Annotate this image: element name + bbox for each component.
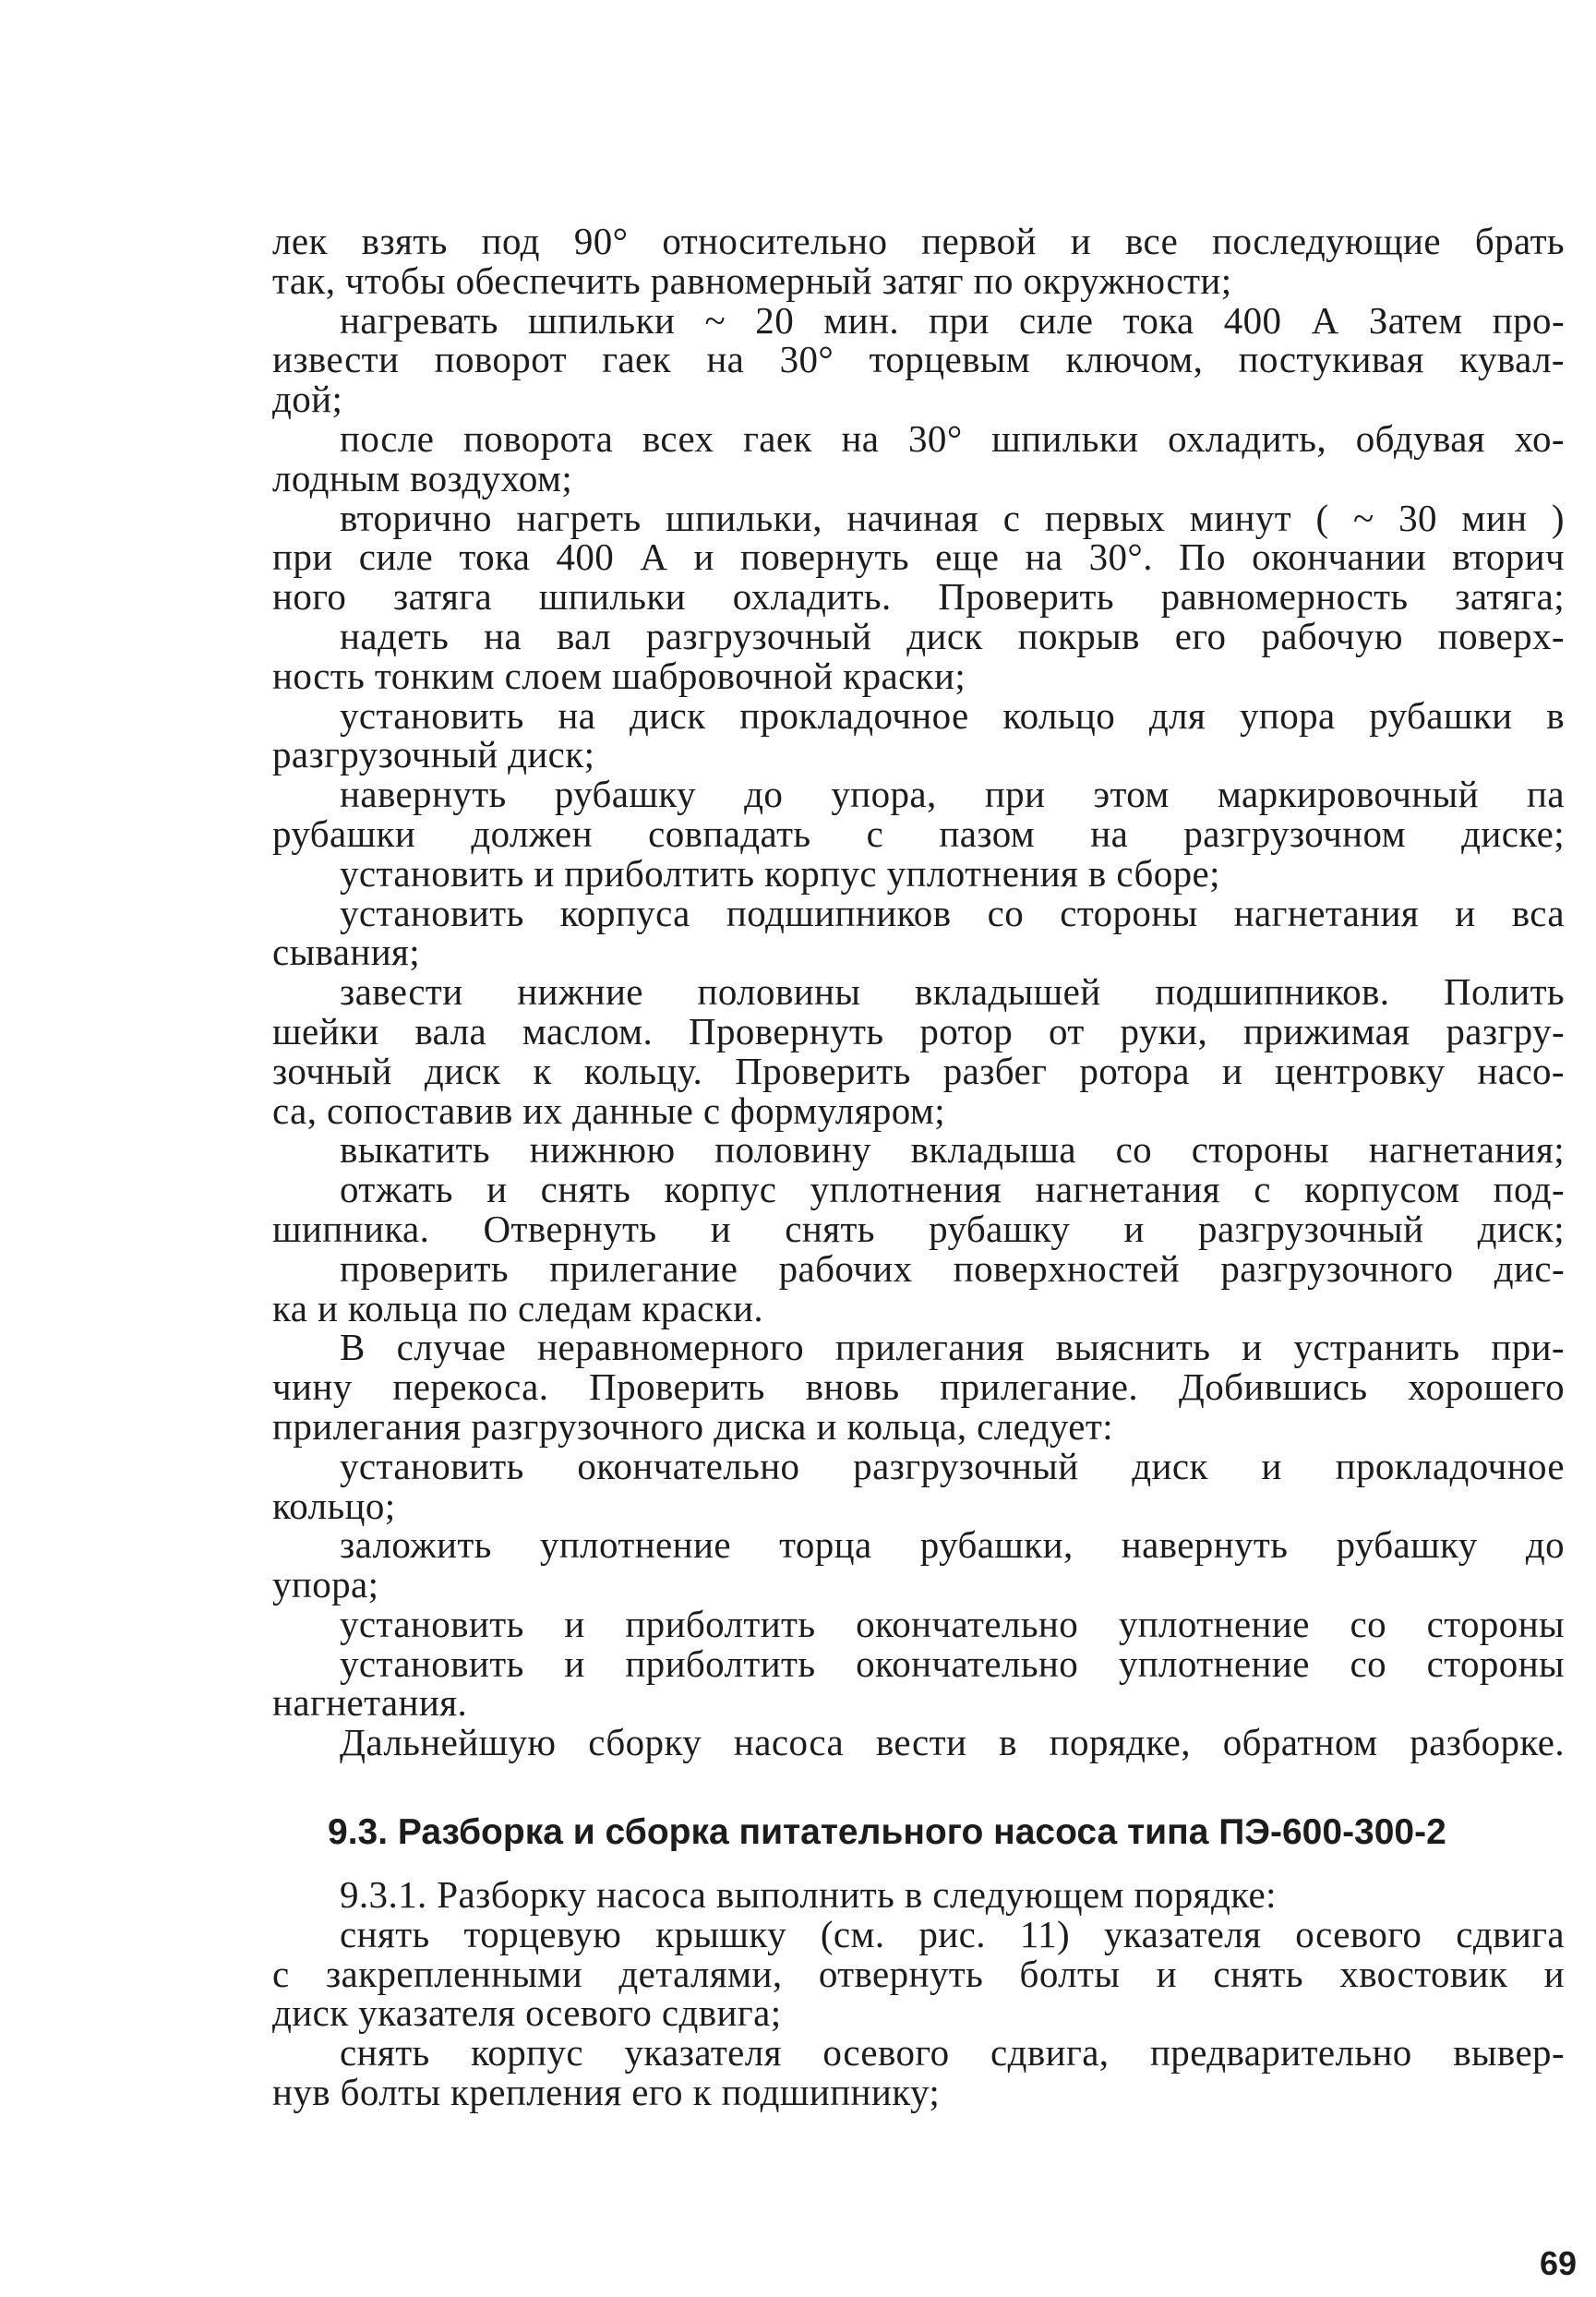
text-line: установить на диск прокладочное кольцо для упора рубашки в [340,693,1565,737]
text-line: рубашки должен совпадать с пазом на разгрузочном диске; [272,812,1565,855]
text-line: чину перекоса. Проверить вновь прилегание. Добившись хорошего [272,1365,1565,1409]
text-line: Дальнейшую сборку насоса вести в порядке, обратном разборке. [340,1721,1565,1764]
text-line: 9.3.1. Разборку насоса выполнить в следующем порядке: [340,1873,1277,1917]
text-line: при силе тока 400 А и повернуть еще на 30°. По окончании вторич [272,535,1565,579]
text-line: са, сопоставив их данные с формуляром; [272,1088,946,1132]
text-line: сывания; [272,931,421,974]
text-line: установить и приболтить корпус уплотнения в сборе; [340,851,1220,895]
text-line: с закрепленными деталями, отвернуть болты и снять хвостовик и [272,1952,1565,1995]
text-line: установить и приболтить окончательно уплотнение со стороны [340,1642,1565,1685]
text-line: установить корпуса подшипников со стороны нагнетания и вса [340,891,1565,934]
text-line: ного затяга шпильки охладить. Проверить равномерность затяга; [272,575,1565,619]
text-line: лодным воздухом; [272,456,573,499]
body-text [272,222,1565,1762]
text-line: выкатить нижнюю половину вкладыша со стороны нагнетания; [340,1128,1565,1172]
text-line: снять торцевую крышку (см. рис. 11) указателя осевого сдвига [340,1912,1565,1955]
text-line: упора; [272,1563,379,1606]
text-line: завести нижние половины вкладышей подшипников. Полить [340,970,1565,1014]
text-line: установить окончательно разгрузочный диск и прокладочное [340,1444,1565,1487]
page-number: 69 [1540,2244,1578,2282]
text-line: надеть на вал разгрузочный диск покрыв его рабочую поверх- [340,614,1565,657]
section-heading: 9.3. Разборка и сборка питательного насоса типа ПЭ-600-300-2 [328,1812,1446,1853]
text-line: вторично нагреть шпильки, начиная с первых минут ( ~ 30 мин ) [340,496,1565,539]
text-line: так, чтобы обеспечить равномерный затяг по окружности; [272,259,1232,302]
page-content [272,222,1565,2112]
text-line: кольцо; [272,1484,396,1527]
text-line: разгрузочный диск; [272,733,595,776]
text-line: ность тонким слоем шабровочной краски; [272,654,966,697]
section-text [272,1875,1565,2112]
text-line: лек взять под 90° относительно первой и все последующие брать [272,220,1565,262]
text-line: установить и приболтить окончательно уплотнение со стороны [340,1602,1565,1645]
text-line: шейки вала маслом. Провернуть ротор от руки, прижимая разгру- [272,1009,1565,1052]
text-line: дой; [272,378,343,421]
text-line: после поворота всех гаек на 30° шпильки охладить, обдувая хо- [340,416,1565,460]
text-line: шипника. Отвернуть и снять рубашку и разгрузочный диск; [272,1207,1565,1250]
text-line: навернуть рубашку до упора, при этом маркировочный па [340,773,1565,816]
text-line: нув болты крепления его к подшипнику; [272,2071,941,2114]
text-line: отжать и снять корпус уплотнения нагнетания с корпусом под- [340,1168,1565,1211]
text-line: снять корпус указателя осевого сдвига, предварительно вывер- [340,2031,1565,2075]
text-line: диск указателя осевого сдвига; [272,1991,782,2035]
text-line: ка и кольца по следам краски. [272,1286,764,1329]
text-line: В случае неравномерного прилегания выяснить и устранить при- [340,1326,1565,1369]
text-line: извести поворот гаек на 30° торцевым ключом, постукивая кувал- [272,338,1565,381]
text-line: заложить уплотнение торца рубашки, навернуть рубашку до [340,1523,1565,1567]
text-line: нагревать шпильки ~ 20 мин. при силе тока 400 А Затем про- [340,298,1565,342]
text-line: зочный диск к кольцу. Проверить разбег ротора и центровку насо- [272,1049,1565,1092]
text-line: проверить прилегание рабочих поверхностей разгрузочного дис- [340,1246,1565,1290]
text-line: нагнетания. [272,1681,468,1725]
text-line: прилегания разгрузочного диска и кольца, следует: [272,1404,1113,1448]
